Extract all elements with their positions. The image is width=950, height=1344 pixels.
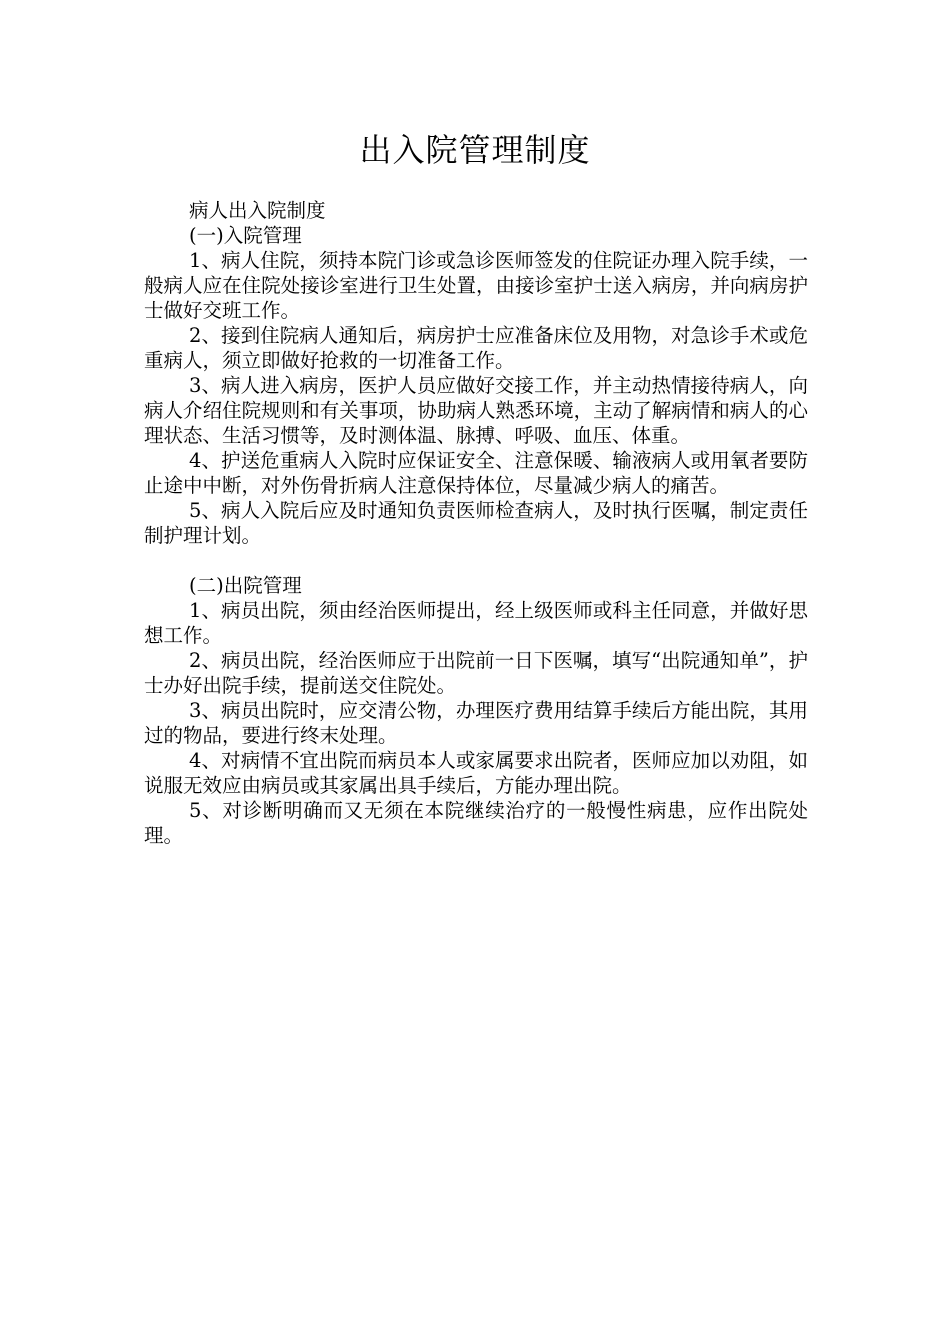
section-heading: 病人出入院制度 <box>189 199 326 222</box>
discharge-item-4: 4、对病情不宜出院而病员本人或家属要求出院者，医师应加以劝阻，如说服无效应由病员或其家属出具手续后，方能办理出院。 <box>144 749 808 797</box>
admission-item-5: 5、病人入院后应及时通知负责医师检查病人，及时执行医嘱，制定责任制护理计划。 <box>144 499 808 547</box>
discharge-heading: (二)出院管理 <box>189 574 302 597</box>
discharge-item-1: 1、病员出院，须由经治医师提出，经上级医师或科主任同意，并做好思想工作。 <box>144 599 808 647</box>
paragraph-spacer <box>144 548 808 573</box>
admission-item-2: 2、接到住院病人通知后，病房护士应准备床位及用物，对急诊手术或危重病人，须立即做好抢救的一切准备工作。 <box>144 324 808 372</box>
admission-heading: (一)入院管理 <box>189 224 302 247</box>
page-title: 出入院管理制度 <box>359 131 591 169</box>
admission-item-3: 3、病人进入病房，医护人员应做好交接工作，并主动热情接待病人，向病人介绍住院规则和有关事项，协助病人熟悉环境，主动了解病情和病人的心理状态、生活习惯等，及时测体温、脉搏、呼吸、血压、体重。 <box>144 374 808 447</box>
admission-item-1: 1、病人住院，须持本院门诊或急诊医师签发的住院证办理入院手续，一般病人应在住院处接诊室进行卫生处置，由接诊室护士送入病房，并向病房护士做好交班工作。 <box>144 249 808 322</box>
document-body <box>144 198 808 848</box>
discharge-item-3: 3、病员出院时，应交清公物，办理医疗费用结算手续后方能出院，其用过的物品，要进行终末处理。 <box>144 699 808 747</box>
admission-item-4: 4、护送危重病人入院时应保证安全、注意保暖、输液病人或用氧者要防止途中中断，对外伤骨折病人注意保持体位，尽量减少病人的痛苦。 <box>144 449 808 497</box>
discharge-item-2: 2、病员出院，经治医师应于出院前一日下医嘱，填写“出院通知单”，护士办好出院手续，提前送交住院处。 <box>144 649 808 697</box>
discharge-item-5: 5、对诊断明确而又无须在本院继续治疗的一般慢性病患，应作出院处理。 <box>144 799 808 847</box>
